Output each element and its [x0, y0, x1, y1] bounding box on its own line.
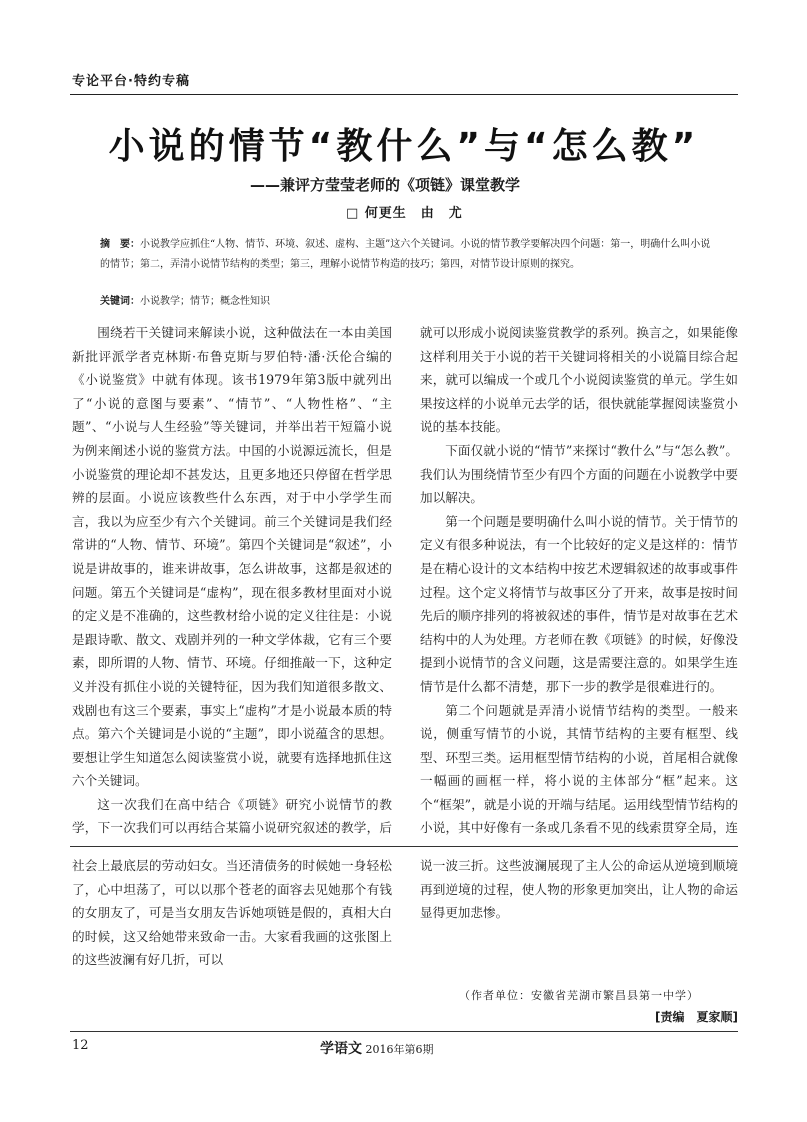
- journal-name: 学语文: [320, 1041, 362, 1057]
- journal-issue: 2016年第6期: [362, 1043, 434, 1056]
- section-label: 专论平台·特约专稿: [72, 74, 190, 89]
- body-column-right: [420, 321, 738, 839]
- body-column-bottom-right: [420, 854, 738, 928]
- article-title: 小说的情节“教什么”与“怎么教”: [108, 126, 700, 167]
- body-paragraph: 下面仅就小说的“情节”来探讨“教什么”与“怎么教”。我们认为围绕情节至少有四个方面的问题在小说教学中要加以解决。: [420, 442, 738, 506]
- section-divider: [70, 846, 738, 847]
- page-number: 12: [72, 1038, 89, 1053]
- body-column-left: [72, 321, 392, 839]
- keywords-text: 小说教学；情节；概念性知识: [140, 296, 270, 307]
- body-paragraph: 第一个问题是要明确什么叫小说的情节。关于情节的定义有很多种说法，有一个比较好的定义是这样的：情节是在精心设计的文本结构中按艺术逻辑叙述的故事或事件过程。这个定义将情节与故事区分了开来，故事是按时间先后的顺序排列的将被叙述的事件，情节是对故事在艺术结构中的人为处理。方老师在教《项链》的时候，好像没提到小说情节的含义问题，这是需要注意的。如果学生连情节是什么都不清楚，那下一步的教学是很难进行的。: [420, 513, 738, 694]
- footer-rule: [70, 1031, 738, 1032]
- abstract: [100, 235, 716, 275]
- body-paragraph: 第二个问题就是弄清小说情节结构的类型。一般来说，侧重写情节的小说，其情节结构的主要有框型、线型、环型三类。运用框型情节结构的小说，首尾相合就像一幅画的画框一样，将小说的主体部分“框”起来。这个“框架”，就是小说的开端与结尾。运用线型情节结构的小说，其中好像有一条或几条看不见的线索贯穿全局，连: [420, 702, 738, 836]
- abstract-text: 小说教学应抓住“人物、情节、环境、叙述、虚构、主题”这六个关键词。小说的情节教学要解决四个问题：第一，明确什么叫小说的情节；第二，弄清小说情节结构的类型；第三，理解小说情节构造的技巧；第四，对情节设计原则的探究。: [100, 239, 711, 270]
- author-affiliation: （作者单位：安徽省芜湖市繁昌县第一中学）: [459, 989, 699, 1002]
- article-authors: □ 何更生 由 尤: [346, 206, 463, 221]
- keywords: [100, 293, 716, 311]
- body-paragraph-continued: 说一波三折。这些波澜展现了主人公的命运从逆境到顺境再到逆境的过程，使人物的形象更加突出，让人物的命运显得更加悲惨。: [420, 858, 738, 921]
- article-subtitle: ——兼评方莹莹老师的《项链》课堂教学: [250, 176, 521, 194]
- journal-footer: [320, 1038, 520, 1058]
- body-column-bottom-left: [72, 854, 392, 1024]
- body-paragraph-continued: 社会上最底层的劳动妇女。当还清债务的时候她一身轻松了，心中坦荡了，可以以那个苍老的面容去见她那个有钱的女朋友了，可是当女朋友告诉她项链是假的，真相大白的时候，这又给她带来致命一击。大家看我画的这张图上的这些波澜有好几折，可以: [72, 858, 392, 968]
- keywords-label: 关键词：: [100, 296, 140, 307]
- editor-credit: [责编 夏家顺]: [655, 1010, 738, 1024]
- body-paragraph-continued: 就可以形成小说阅读鉴赏教学的系列。换言之，如果能像这样利用关于小说的若干关键词将相关的小说篇目综合起来，就可以编成一个或几个小说阅读鉴赏的单元。学生如果按这样的小说单元去学的话，很快就能掌握阅读鉴赏小说的基本技能。: [420, 325, 738, 435]
- header-rule: [70, 94, 738, 95]
- abstract-label: 摘 要：: [100, 239, 140, 250]
- body-paragraph: 围绕若干关键词来解读小说，这种做法在一本由美国新批评派学者克林斯·布鲁克斯与罗伯特·潘·沃伦合编的《小说鉴赏》中就有体现。该书1979年第3版中就列出了“小说的意图与要素”、“情节”、“人物性格”、“主题”、“小说与人生经验”等关键词，并举出若干短篇小说为例来阐述小说的鉴赏方法。中国的小说源远流长，但是小说鉴赏的理论却不甚发达，且更多地还只停留在哲学思辨的层面。小说应该教些什么东西，对于中小学学生而言，我以为应至少有六个关键词。前三个关键词是我们经常讲的“人物、情节、环境”。第四个关键词是“叙述”，小说是讲故事的，谁来讲故事，怎么讲故事，这都是叙述的问题。第五个关键词是“虚构”，现在很多教材里面对小说的定义是不准确的，这些教材给小说的定义往往是：小说是跟诗歌、散文、戏剧并列的一种文学体裁，它有三个要素，即所谓的人物、情节、环境。仔细推敲一下，这种定义并没有抓住小说的关键特征，因为我们知道很多散文、戏剧也有这三个要素，事实上“虚构”才是小说最本质的特点。第六个关键词是小说的“主题”，即小说蕴含的思想。要想让学生知道怎么阅读鉴赏小说，就要有选择地抓住这六个关键词。: [72, 325, 392, 789]
- body-paragraph: 这一次我们在高中结合《项链》研究小说情节的教学，下一次我们可以再结合某篇小说研究叙述的教学，后: [72, 796, 392, 836]
